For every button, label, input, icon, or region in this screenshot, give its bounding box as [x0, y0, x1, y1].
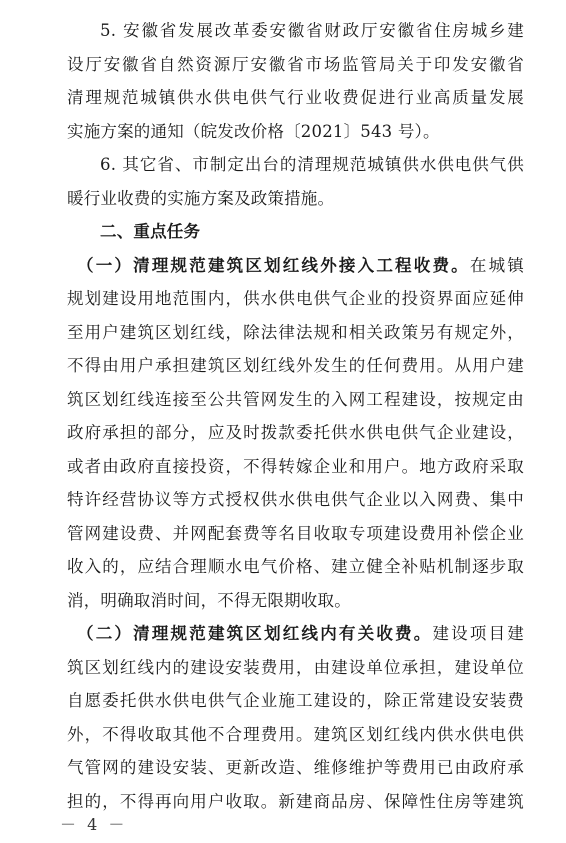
task1-line: 消，明确取消时间，不得无限期收取。: [67, 590, 351, 610]
ref6-line-2: 暖行业收费的实施方案及政策措施。: [67, 188, 335, 208]
task1-first-line: [67, 249, 524, 283]
task1-first-line-rest: 在城镇: [469, 255, 524, 275]
task1-line: 政府承担的部分，应及时拨款委托供水供电供气企业建设，: [67, 423, 524, 442]
ref5-line-2: 设厅安徽省自然资源厅安徽省市场监管局关于印发安徽省: [67, 54, 524, 74]
task2-title: （二）清理规范建筑区划红线内有关收费。: [77, 624, 433, 643]
task2-first-line-rest: 建设项目建: [432, 624, 525, 643]
task1-line: 管网建设费、并网配套费等名目收取专项建设费用补偿企业: [67, 523, 524, 543]
task2-line: 担的，不得再向用户收取。新建商品房、保障性住房等建筑: [67, 791, 524, 811]
task2-line: 气管网的建设安装、更新改造、维修维护等费用已由政府承: [67, 758, 524, 777]
task2-line: 外，不得收取其他不合理费用。建筑区划红线内供水供电供: [67, 724, 524, 744]
task1-line: 至用户建筑区划红线，除法律法规和相关政策另有规定外，: [67, 322, 524, 342]
task1-title: （一）清理规范建筑区划红线外接入工程收费。: [77, 255, 470, 275]
task1-line: 筑区划红线连接至公共管网发生的入网工程建设，按规定由: [67, 389, 524, 409]
task1-line: 或者由政府直接投资，不得转嫁企业和用户。地方政府采取: [67, 456, 524, 476]
task2-first-line: [67, 617, 524, 651]
ref5-line-3: 清理规范城镇供水供电供气行业收费促进行业高质量发展: [67, 88, 524, 107]
task1-line: 特许经营协议等方式授权供水供电供气企业以入网费、集中: [67, 490, 524, 509]
section-heading: 二、重点任务: [100, 222, 201, 241]
task1-line: 规划建设用地范围内，供水供电供气企业的投资界面应延伸: [67, 289, 524, 308]
ref6-line-1: 6. 其它省、市制定出台的清理规范城镇供水供电供气供: [100, 155, 524, 174]
page-number: － 4 －: [60, 815, 128, 834]
ref5-line-1: 5. 安徽省发展改革委安徽省财政厅安徽省住房城乡建: [100, 21, 524, 40]
task2-line: 筑区划红线内的建设安装费用，由建设单位承担，建设单位: [67, 657, 524, 677]
task1-line: 不得由用户承担建筑区划红线外发生的任何费用。从用户建: [67, 356, 524, 375]
task1-line: 收入的，应结合理顺水电气价格、建立健全补贴机制逐步取: [67, 557, 524, 576]
ref5-line-4: 实施方案的通知（皖发改价格〔2021〕543 号）。: [67, 121, 440, 141]
task2-line: 自愿委托供水供电供气企业施工建设的，除正常建设安装费: [67, 691, 524, 710]
